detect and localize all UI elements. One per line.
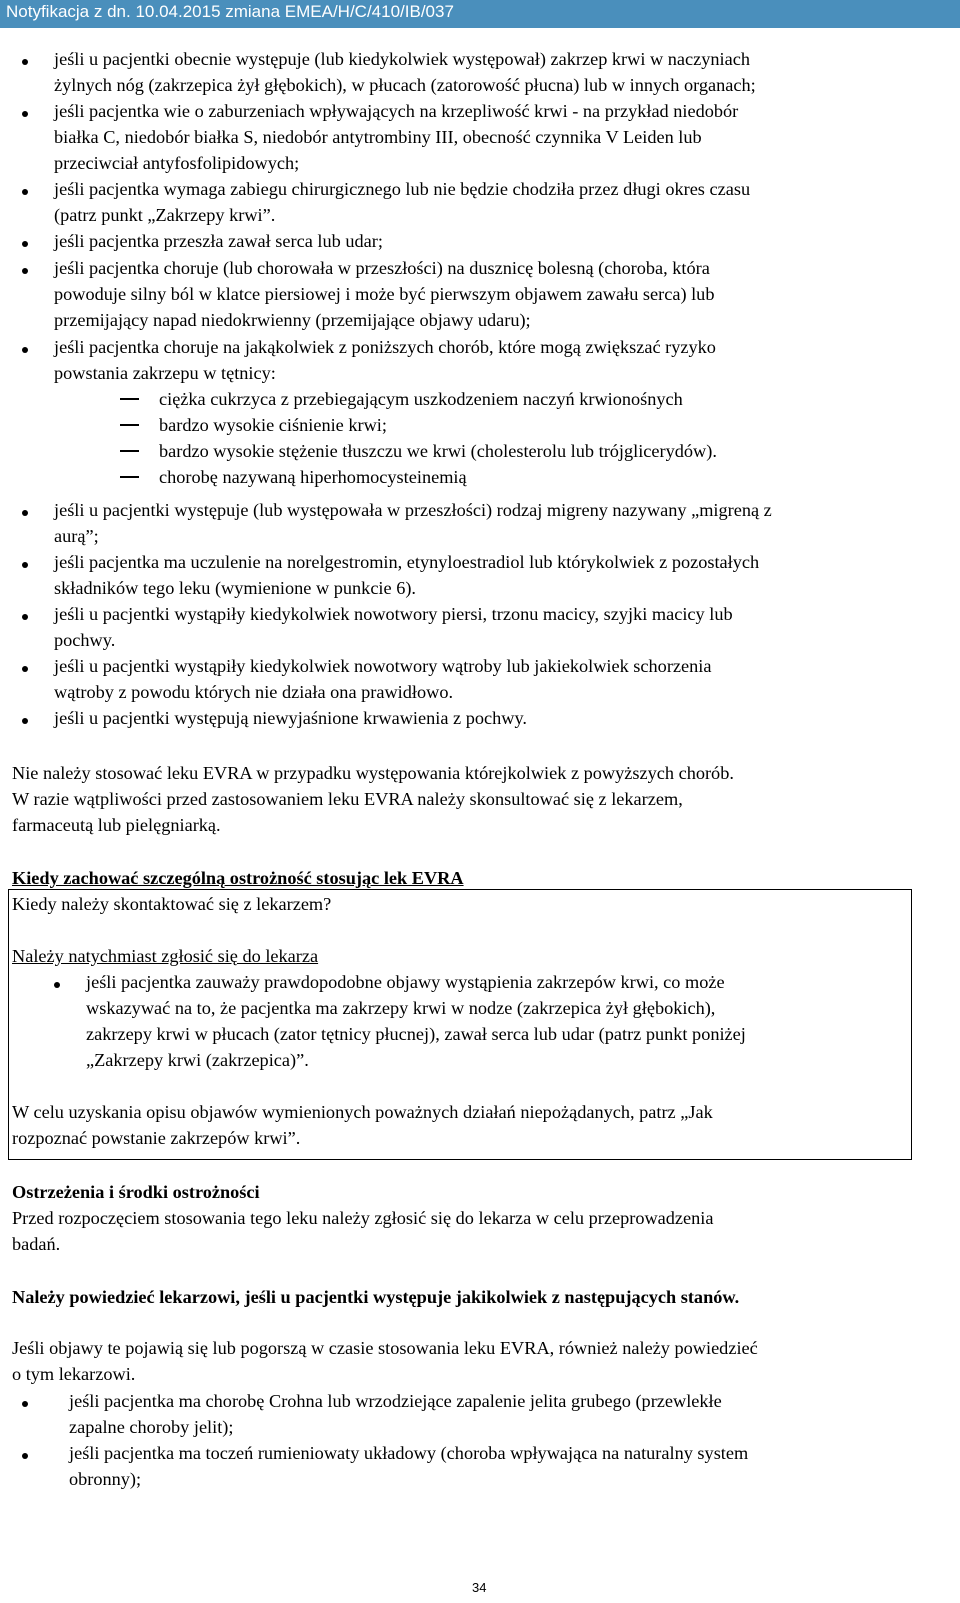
paragraph-line: Jeśli objawy te pojawią się lub pogorszą w czasie stosowania leku EVRA, również należy powiedzieć — [12, 1338, 758, 1358]
bullet-icon — [22, 241, 28, 247]
bullet-icon — [22, 111, 28, 117]
box-bullet-line: jeśli pacjentka zauważy prawdopodobne objawy wystąpienia zakrzepów krwi, co może — [86, 972, 725, 992]
list-item-line: wątroby z powodu których nie działa ona prawidłowo. — [54, 682, 454, 702]
list-item-line: jeśli pacjentka choruje (lub chorowała w przeszłości) na dusznicę bolesną (choroba, która — [54, 258, 710, 278]
page-number: 34 — [472, 1580, 487, 1595]
list-item-line: przemijający napad niedokrwienny (przemijające objawy udaru); — [54, 310, 531, 330]
list-item-line: przeciwciał antyfosfolipidowych; — [54, 153, 300, 173]
box-note-line: rozpoznać powstanie zakrzepów krwi”. — [12, 1128, 301, 1148]
bullet-icon — [22, 268, 28, 274]
section-heading-caution: Kiedy zachować szczególną ostrożność stosując lek EVRA — [12, 868, 464, 888]
bullet-icon — [22, 1401, 28, 1407]
list-item-line: (patrz punkt „Zakrzepy krwi”. — [54, 205, 276, 225]
list-item-line: żylnych nóg (zakrzepica żył głębokich), w płucach (zatorowość płucna) lub w innych organach; — [54, 75, 756, 95]
dash-icon — [120, 476, 139, 478]
bullet-icon — [22, 614, 28, 620]
box-bullet-line: zakrzepy krwi w płucach (zator tętnicy płucnej), zawał serca lub udar (patrz punkt poniżej — [86, 1024, 746, 1044]
bullet-icon — [22, 347, 28, 353]
list-item-line: jeśli pacjentka przeszła zawał serca lub udar; — [54, 231, 383, 251]
list-item-line: pochwy. — [54, 630, 116, 650]
box-question: Kiedy należy skontaktować się z lekarzem? — [12, 894, 332, 914]
box-bullet-line: „Zakrzepy krwi (zakrzepica)”. — [86, 1050, 309, 1070]
bullet-icon — [22, 666, 28, 672]
paragraph-line: o tym lekarzowi. — [12, 1364, 136, 1384]
list-item-line: składników tego leku (wymienione w punkcie 6). — [54, 578, 416, 598]
list-item-line: jeśli pacjentka ma toczeń rumieniowaty układowy (choroba wpływająca na naturalny system — [69, 1443, 749, 1463]
list-item-line: powoduje silny ból w klatce piersiowej i może być pierwszym objawem zawału serca) lub — [54, 284, 715, 304]
list-item-line: jeśli pacjentka choruje na jakąkolwiek z poniższych chorób, które mogą zwiększać ryzyko — [54, 337, 716, 357]
list-item-line: powstania zakrzepu w tętnicy: — [54, 363, 276, 383]
list-item-line: jeśli pacjentka wie o zaburzeniach wpływających na krzepliwość krwi - na przykład niedobór — [54, 101, 739, 121]
sublist-item: bardzo wysokie ciśnienie krwi; — [159, 415, 387, 435]
box-urgent-heading: Należy natychmiast zgłosić się do lekarza — [12, 946, 319, 966]
list-item-line: aurą”; — [54, 526, 99, 546]
bullet-icon — [22, 59, 28, 65]
box-bullet-line: wskazywać na to, że pacjentka ma zakrzepy krwi w nodze (zakrzepica żył głębokich), — [86, 998, 716, 1018]
section-heading-warnings: Ostrzeżenia i środki ostrożności — [12, 1182, 260, 1202]
list-item-line: jeśli pacjentka wymaga zabiegu chirurgicznego lub nie będzie chodziła przez długi okres czasu — [54, 179, 751, 199]
list-item-line: jeśli u pacjentki występują niewyjaśnione krwawienia z pochwy. — [54, 708, 527, 728]
document-header-bar — [0, 0, 960, 28]
bullet-icon — [54, 982, 60, 988]
list-item-line: jeśli u pacjentki wystąpiły kiedykolwiek nowotwory wątroby lub jakiekolwiek schorzenia — [54, 656, 712, 676]
section-heading-tell-doctor: Należy powiedzieć lekarzowi, jeśli u pacjentki występuje jakikolwiek z następujących stanów. — [12, 1287, 740, 1307]
box-note-line: W celu uzyskania opisu objawów wymienionych poważnych działań niepożądanych, patrz „Jak — [12, 1102, 713, 1122]
bullet-icon — [22, 562, 28, 568]
bullet-icon — [22, 1453, 28, 1459]
paragraph-line: badań. — [12, 1234, 61, 1254]
list-item-line: białka C, niedobór białka S, niedobór antytrombiny III, obecność czynnika V Leiden lub — [54, 127, 702, 147]
dash-icon — [120, 398, 139, 400]
document-header-title: Notyfikacja z dn. 10.04.2015 zmiana EMEA/H/C/410/IB/037 — [6, 2, 454, 21]
list-item-line: zapalne choroby jelit); — [69, 1417, 234, 1437]
paragraph-line: Przed rozpoczęciem stosowania tego leku należy zgłosić się do lekarza w celu przeprowadzenia — [12, 1208, 714, 1228]
bullet-icon — [22, 189, 28, 195]
list-item-line: jeśli u pacjentki obecnie występuje (lub kiedykolwiek występował) zakrzep krwi w naczyniach — [54, 49, 750, 69]
paragraph-line: Nie należy stosować leku EVRA w przypadku występowania którejkolwiek z powyższych chorób. — [12, 763, 734, 783]
paragraph-line: farmaceutą lub pielęgniarką. — [12, 815, 221, 835]
list-item-line: obronny); — [69, 1469, 142, 1489]
paragraph-line: W razie wątpliwości przed zastosowaniem leku EVRA należy skonsultować się z lekarzem, — [12, 789, 683, 809]
list-item-line: jeśli u pacjentki występuje (lub występowała w przeszłości) rodzaj migreny nazywany „migreną z — [54, 500, 772, 520]
bullet-icon — [22, 510, 28, 516]
sublist-item: chorobę nazywaną hiperhomocysteinemią — [159, 467, 467, 487]
sublist-item: bardzo wysokie stężenie tłuszczu we krwi (cholesterolu lub trójglicerydów). — [159, 441, 717, 461]
list-item-line: jeśli pacjentka ma chorobę Crohna lub wrzodziejące zapalenie jelita grubego (przewlekłe — [69, 1391, 722, 1411]
bullet-icon — [22, 718, 28, 724]
list-item-line: jeśli pacjentka ma uczulenie na norelgestromin, etynyloestradiol lub którykolwiek z pozostałych — [54, 552, 760, 572]
dash-icon — [120, 450, 139, 452]
list-item-line: jeśli u pacjentki wystąpiły kiedykolwiek nowotwory piersi, trzonu macicy, szyjki macicy lub — [54, 604, 733, 624]
sublist-item: ciężka cukrzyca z przebiegającym uszkodzeniem naczyń krwionośnych — [159, 389, 683, 409]
dash-icon — [120, 424, 139, 426]
